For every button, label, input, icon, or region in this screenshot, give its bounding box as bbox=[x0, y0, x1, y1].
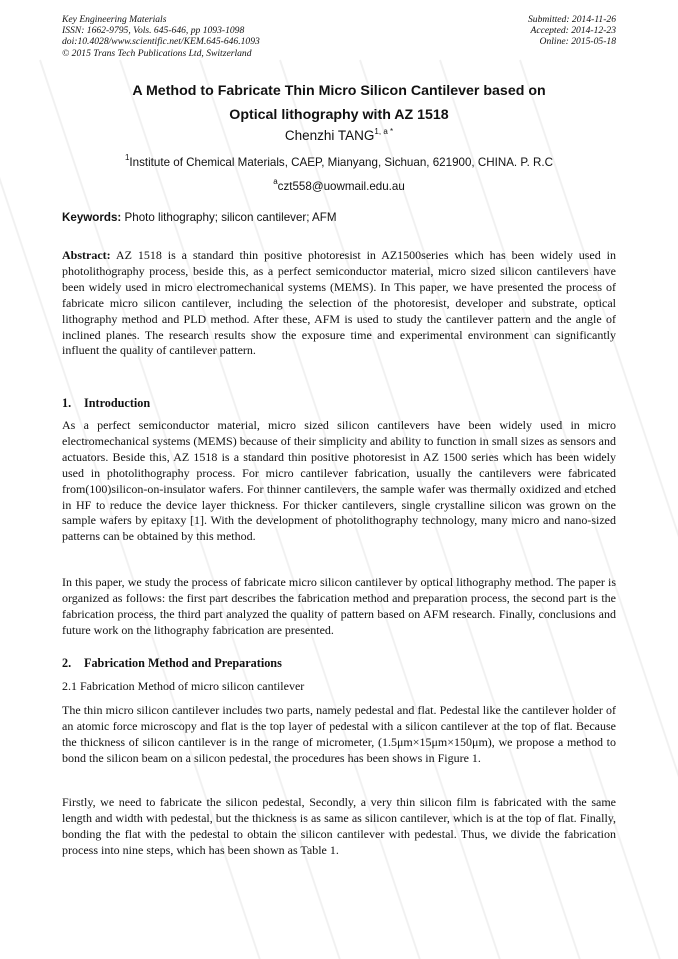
keywords-text: Photo lithography; silicon cantilever; AFM bbox=[124, 211, 337, 224]
journal-name: Key Engineering Materials bbox=[62, 14, 167, 25]
affiliation-mark: 1 bbox=[124, 153, 130, 162]
paper-title bbox=[62, 79, 616, 127]
fabrication-paragraph-2: Firstly, we need to fabricate the silicon pedestal, Secondly, a very thin silicon film is fabricated with the same length and width with pedestal, but the thickness is as same as silicon cantilever, which is at the top of flat. Finally, bonding the flat with the pedestal to obtain the silicon cantilever with pedestal. Thus, we divide the fabrication process into nine steps, which has been shown as Table 1. bbox=[62, 795, 616, 857]
online-date: Online: 2015-05-18 bbox=[539, 36, 616, 48]
email-mark: a bbox=[273, 177, 278, 186]
author-line bbox=[62, 127, 616, 143]
submitted-date: Submitted: 2014-11-26 bbox=[527, 14, 616, 25]
journal-header bbox=[62, 14, 362, 59]
journal-copyright: © 2015 Trans Tech Publications Ltd, Switzerland bbox=[62, 47, 252, 59]
subsection-heading: 2.1 Fabrication Method of micro silicon cantilever bbox=[62, 679, 305, 693]
intro-paragraph-1: As a perfect semiconductor material, micro sized silicon cantilevers have been widely used in micro electromechanical systems (MEMS) because of their simplicity and ability to function in small sizes as sensors and actuators. Beside this, AZ 1518 is a standard thin positive photoresist in AZ 1500 series which has been widely used in photolithography process. For micro cantilever fabrication, usually the cantilevers were fabricated from(100)silicon-on-insulator wafers. For thinner cantilevers, the sample wafer was thermally oxidized and etched in HF to reduce the device layer thickness. For thicker cantilevers, single crystalline silicon was grown on the sample wafers by epitaxy [1]. With the development of photolithography technology, many micro and nano-sized patterns can be obtained by this method. bbox=[62, 418, 616, 544]
abstract-text: AZ 1518 is a standard thin positive photoresist in AZ1500series which has been widely used in photolithography process, beside this, as a perfect semiconductor material, micro sized silicon cantilevers have been widely used in micro electromechanical systems (MEMS). In This paper, we have presented the process of fabricate micro silicon cantilever, including the selection of the photoresist, developer and substrate, optical lithography method and PLD method. After these, AFM is used to study the cantilever pattern and the angle of inclined planes. The research results show the exposure time and experimental environment can significantly influent the quality of cantilever pattern. bbox=[62, 248, 616, 358]
section-title: Introduction bbox=[84, 396, 151, 410]
affiliation-line bbox=[62, 153, 616, 169]
section-heading-introduction bbox=[62, 396, 616, 411]
author-marks: 1, a * bbox=[374, 127, 394, 136]
journal-issn: ISSN: 1662-9795, Vols. 645-646, pp 1093-1098 bbox=[62, 25, 245, 37]
keywords-line bbox=[62, 211, 616, 224]
abstract-paragraph bbox=[62, 248, 616, 359]
abstract-label: Abstract: bbox=[62, 248, 111, 262]
author-name: Chenzhi TANG bbox=[284, 128, 375, 143]
journal-doi: doi:10.4028/www.scientific.net/KEM.645-646.1093 bbox=[62, 36, 260, 48]
fabrication-paragraph-1: The thin micro silicon cantilever includes two parts, namely pedestal and flat. Pedestal like the cantilever holder of an atomic force microscopy and flat is the top layer of pedestal with a silicon cantilever at the top of flat. Because the thickness of silicon cantilever is in the range of micrometer, (1.5μm×15μm×150μm), we propose a method to bond the silicon beam on a silicon pedestal, the procedures has been shows in Figure 1. bbox=[62, 703, 616, 765]
submission-dates bbox=[416, 14, 616, 48]
accepted-date: Accepted: 2014-12-23 bbox=[530, 25, 616, 37]
email-line bbox=[62, 177, 616, 193]
intro-paragraph-2: In this paper, we study the process of fabricate micro silicon cantilever by optical lithography method. The paper is organized as follows: the first part describes the fabrication method and preparation process, the second part is the fabrication process, the third part analyzed the quality of pattern based on AFM research. Finally, conclusions and future work on the lithography fabrication are presented. bbox=[62, 575, 616, 637]
title-line-2: Optical lithography with AZ 1518 bbox=[229, 107, 449, 123]
author-email: czt558@uowmail.edu.au bbox=[277, 180, 405, 193]
section-number: 1. bbox=[62, 396, 72, 410]
affiliation-text: Institute of Chemical Materials, CAEP, Mianyang, Sichuan, 621900, CHINA. P. R.C bbox=[129, 156, 554, 169]
section-heading-fabrication bbox=[62, 656, 616, 671]
section-title: Fabrication Method and Preparations bbox=[84, 656, 282, 670]
keywords-label: Keywords: bbox=[62, 211, 122, 224]
section-number: 2. bbox=[62, 656, 72, 670]
title-line-1: A Method to Fabricate Thin Micro Silicon Cantilever based on bbox=[132, 83, 546, 99]
